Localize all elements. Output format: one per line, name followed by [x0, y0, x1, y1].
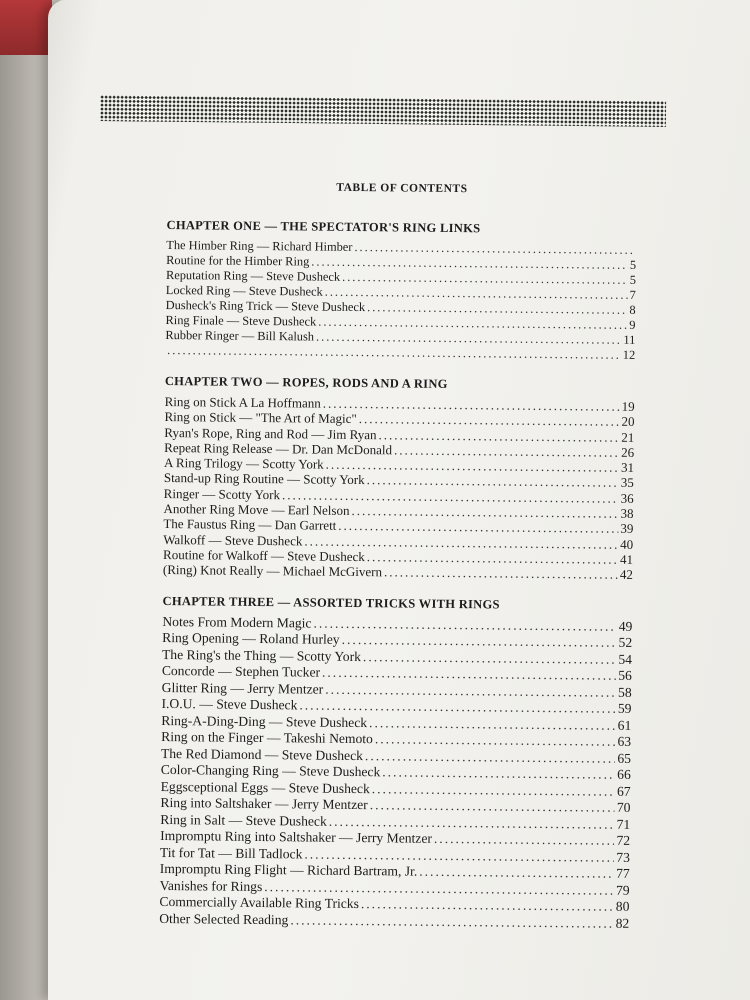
table-of-contents — [159, 180, 637, 948]
entry-page-number: 19 — [621, 398, 635, 414]
chapter-entries — [165, 238, 636, 363]
red-cover-corner — [0, 0, 52, 55]
entry-page-number: 56 — [618, 667, 632, 683]
entry-title: Routine for the Himber Ring — [166, 252, 310, 269]
entry-page-number: 38 — [620, 505, 634, 521]
entry-page-number: 73 — [616, 849, 631, 865]
chapter-section — [165, 218, 636, 363]
chapter-section — [159, 594, 632, 932]
entry-page-number: 71 — [616, 816, 631, 832]
entry-page-number: 42 — [619, 567, 633, 583]
chapter-heading: CHAPTER THREE — ASSORTED TRICKS WITH RINGS — [162, 593, 500, 612]
entry-title: A Ring Trilogy — Scotty York — [163, 455, 324, 472]
entry-page-number: 21 — [621, 429, 635, 445]
dot-leader — [384, 565, 618, 583]
entry-page-number: 54 — [618, 651, 633, 667]
entry-page-number: 49 — [618, 618, 633, 634]
entry-page-number: 7 — [629, 287, 636, 302]
entry-title: Other Selected Reading — [159, 910, 289, 927]
entry-title: The Red Diamond — Steve Dusheck — [160, 745, 364, 763]
entry-page-number: 80 — [615, 898, 630, 914]
entry-page-number: 26 — [621, 444, 635, 460]
entry-page-number: 40 — [620, 536, 634, 552]
toc-title: TABLE OF CONTENTS — [336, 181, 468, 196]
entry-title: Eggsceptional Eggs — Steve Dusheck — [160, 778, 370, 796]
entry-title: Tit for Tat — Bill Tadlock — [159, 844, 303, 862]
entry-page-number: 59 — [617, 700, 632, 716]
entry-title: Ring on the Finger — Takeshi Nemoto — [161, 729, 373, 747]
entry-title: Glitter Ring — Jerry Mentzer — [161, 679, 324, 697]
toc-entry — [159, 911, 629, 932]
entry-page-number: 36 — [620, 490, 634, 506]
entry-page-number: 8 — [629, 302, 636, 317]
entry-page-number: 9 — [629, 317, 636, 332]
entry-title: Routine for Walkoff — Steve Dusheck — [163, 546, 365, 565]
entry-page-number: 67 — [616, 783, 631, 799]
entry-page-number: 77 — [616, 865, 630, 881]
entry-title: Ring Finale — Steve Dusheck — [165, 312, 317, 329]
entry-title: Dusheck's Ring Trick — Steve Dusheck — [165, 297, 366, 315]
entry-title: The Faustus Ring — Dan Garrett — [163, 516, 337, 534]
entry-title: Ring on Stick — "The Art of Magic" — [164, 409, 357, 427]
entry-page-number: 58 — [617, 684, 632, 700]
entry-page-number: 39 — [620, 521, 634, 537]
entry-page-number: 72 — [616, 832, 631, 848]
chapter-entries — [163, 394, 635, 582]
entry-title: Notes From Modern Magic — [162, 613, 312, 631]
entry-title: Concorde — Stephen Tucker — [161, 663, 321, 680]
entry-title: Commercially Available Ring Tricks — [159, 894, 360, 912]
entry-title: Locked Ring — Steve Dusheck — [165, 282, 323, 299]
entry-title: Ring in Salt — Steve Dusheck — [160, 811, 327, 829]
entry-title: Ring on Stick A La Hoffmann — [164, 393, 321, 411]
entry-title: Impromptu Ring Flight — Richard Bartram, Jr. — [159, 861, 418, 879]
entry-title: Vanishes for Rings — [159, 877, 263, 894]
entry-page-number: 5 — [629, 272, 637, 287]
dot-leader — [290, 912, 613, 932]
entry-title: The Himber Ring — Richard Himber — [166, 237, 353, 254]
entry-page-number: 82 — [615, 915, 630, 931]
entry-page-number: 12 — [622, 347, 636, 362]
entry-title: Ringer — Scotty York — [163, 485, 281, 502]
entry-title: Reputation Ring — Steve Dusheck — [165, 267, 341, 284]
entry-page-number: 70 — [616, 799, 631, 815]
dot-leader — [434, 831, 615, 849]
chapter-section — [163, 374, 635, 582]
entry-title: Stand-up Ring Routine — Scotty York — [163, 470, 365, 488]
entry-title: Ring Opening — Roland Hurley — [162, 630, 340, 647]
entry-title: Repeat Ring Release — Dr. Dan McDonald — [164, 439, 393, 458]
entry-title: Color-Changing Ring — Steve Dusheck — [160, 762, 381, 780]
entry-title: Ryan's Rope, Ring and Rod — Jim Ryan — [164, 424, 377, 442]
entry-page-number: 66 — [617, 766, 631, 782]
dot-leader — [419, 864, 614, 883]
entry-page-number: 11 — [623, 332, 636, 347]
chapter-heading: CHAPTER TWO — ROPES, RODS AND A RING — [164, 373, 448, 391]
entry-title: Ring into Saltshaker — Jerry Mentzer — [160, 795, 368, 813]
entry-page-number: 5 — [629, 257, 637, 272]
chapters-list — [159, 218, 636, 932]
entry-page-number: 31 — [620, 459, 635, 476]
chapter-heading: CHAPTER ONE — THE SPECTATOR'S RING LINKS — [166, 217, 481, 236]
entry-page-number: 61 — [617, 717, 632, 733]
entry-title: Another Ring Move — Earl Nelson — [163, 501, 350, 519]
entry-title: The Ring's the Thing — Scotty York — [161, 646, 362, 664]
entry-title: Walkoff — Steve Dusheck — [163, 531, 303, 549]
entry-page-number: 79 — [615, 882, 630, 898]
entry-page-number: 20 — [621, 414, 635, 430]
entry-title: Impromptu Ring into Saltshaker — Jerry Mentzer — [160, 828, 433, 846]
entry-title: (Ring) Knot Really — Michael McGivern — [162, 562, 383, 580]
entry-page-number: 41 — [619, 551, 634, 567]
entry-page-number: 65 — [617, 750, 632, 766]
entry-page-number: 52 — [618, 634, 633, 650]
entry-page-number: 35 — [620, 475, 634, 491]
entry-page-number: 63 — [617, 733, 632, 749]
entry-title: I.O.U. — Steve Dusheck — [161, 696, 298, 713]
chapter-entries — [159, 614, 632, 932]
entry-title: Ring-A-Ding-Ding — Steve Dusheck — [161, 712, 368, 730]
entry-title: Rubber Ringer — Bill Kalush — [165, 327, 315, 344]
